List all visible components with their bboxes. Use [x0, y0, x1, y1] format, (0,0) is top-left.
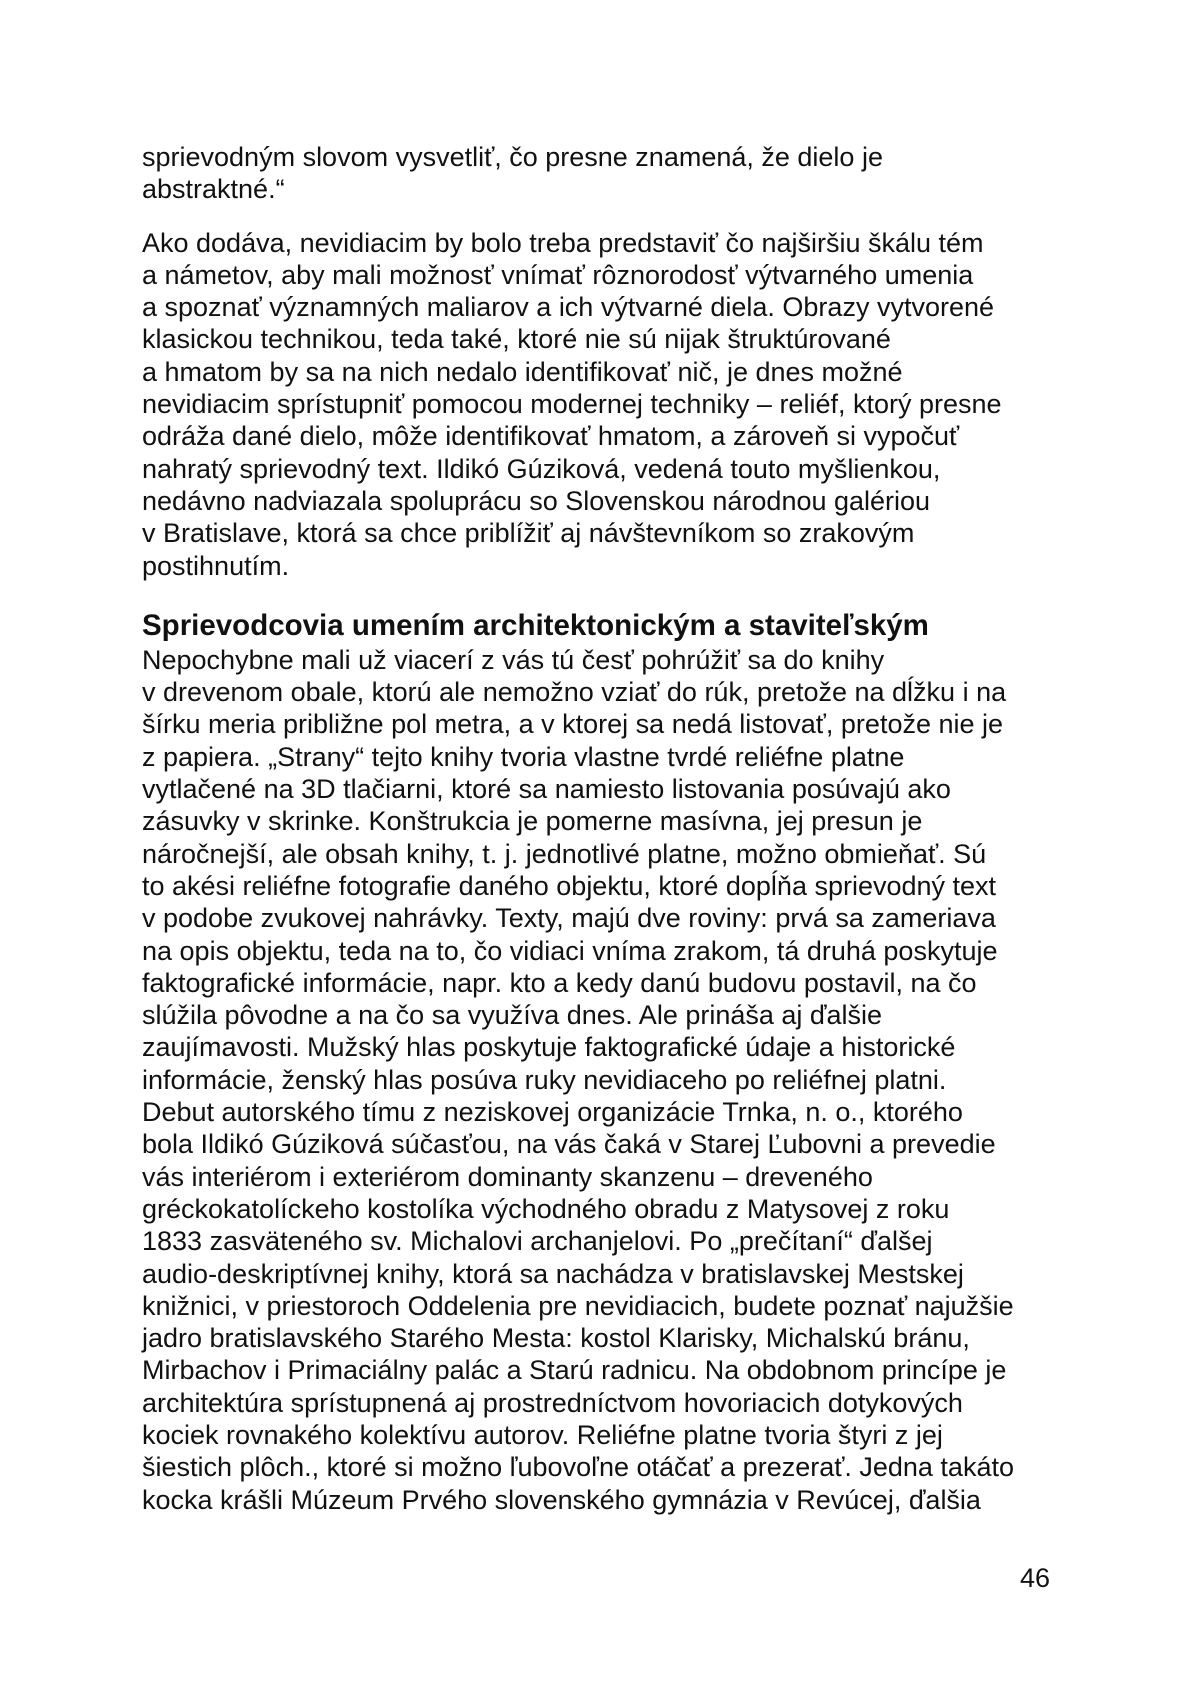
text-line: audio-deskriptívnej knihy, ktorá sa nachádza v bratislavskej Mestskej [142, 1258, 964, 1289]
text-line: šírku meria približne pol metra, a v ktorej sa nedá listovať, pretože nie je [142, 709, 1004, 740]
text-line: vytlačené na 3D tlačiarni, ktoré sa namiesto listovania posúvajú ako [142, 774, 951, 805]
text-line: informácie, ženský hlas posúva ruky nevidiaceho po reliéfnej platni. [142, 1064, 947, 1095]
page-number: 46 [1020, 1563, 1051, 1593]
text-line: knižnici, v priestoroch Oddelenia pre nevidiacich, budete poznať najužšie [142, 1290, 1014, 1321]
text-line: náročnejší, ale obsah knihy, t. j. jednotlivé platne, možno obmieňať. Sú [142, 838, 987, 869]
paragraph-1 [142, 141, 1062, 206]
text-line: Mirbachov i Primaciálny palác a Starú radnicu. Na obdobnom princípe je [142, 1355, 1007, 1386]
text-line: slúžila pôvodne a na čo sa využíva dnes. Ale prináša aj ďalšie [142, 1000, 883, 1031]
text-line: odráža dané dielo, môže identifikovať hmatom, a zároveň si vypočuť [142, 421, 960, 452]
text-line: z papiera. „Strany“ tejto knihy tvoria vlastne tvrdé reliéfne platne [142, 741, 905, 772]
text-line: sprievodným slovom vysvetliť, čo presne znamená, že dielo je [142, 142, 883, 172]
text-line: 1833 zasväteného sv. Michalovi archanjelovi. Po „prečítaní“ ďalšej [142, 1226, 933, 1257]
text-line: to akési reliéfne fotografie daného objektu, ktoré dopĺňa sprievodný text [142, 870, 997, 901]
text-line: kociek rovnakého kolektívu autorov. Reliéfne platne tvoria štyri z jej [142, 1419, 943, 1450]
text-line: v drevenom obale, ktorú ale nemožno vziať do rúk, pretože na dĺžku i na [142, 677, 1007, 708]
section-heading: Sprievodcovia umením architektonickým a staviteľským [142, 608, 929, 642]
text-line: bola Ildikó Gúziková súčasťou, na vás čaká v Starej Ľubovni a prevedie [142, 1129, 996, 1160]
text-line: faktografické informácie, napr. kto a kedy danú budovu postavil, na čo [142, 967, 977, 998]
text-line: abstraktné.“ [142, 174, 285, 205]
text-line: nahratý sprievodný text. Ildikó Gúziková, vedená touto myšlienkou, [142, 453, 941, 484]
text-line: a námetov, aby mali možnosť vnímať rôznorodosť výtvarného umenia [142, 259, 974, 290]
text-line: architektúra sprístupnená aj prostredníctvom hovoriacich dotykových [142, 1387, 963, 1418]
text-line: v podobe zvukovej nahrávky. Texty, majú dve roviny: prvá sa zameriava [142, 903, 996, 934]
text-line: v Bratislave, ktorá sa chce priblížiť aj návštevníkom so zrakovým [142, 518, 915, 549]
text-line: a spoznať významných maliarov a ich výtvarné diela. Obrazy vytvorené [142, 292, 995, 323]
text-line: vás interiérom i exteriérom dominanty skanzenu – dreveného [142, 1161, 873, 1192]
text-line: zásuvky v skrinke. Konštrukcia je pomerne masívna, jej presun je [142, 806, 923, 837]
text-line: klasickou technikou, teda také, ktoré nie sú nijak štruktúrované [142, 324, 891, 355]
text-line: na opis objektu, teda na to, čo vidiaci vníma zrakom, tá druhá poskytuje [142, 935, 998, 966]
text-line: Ako dodáva, nevidiacim by bolo treba predstaviť čo najširšiu škálu tém [142, 227, 984, 258]
text-line: nevidiacim sprístupniť pomocou modernej techniky – reliéf, ktorý presne [142, 389, 1002, 420]
text-line: nedávno nadviazala spoluprácu so Slovenskou národnou galériou [142, 485, 931, 516]
text-line: gréckokatolíckeho kostolíka východného obradu z Matysovej z roku [142, 1193, 950, 1224]
text-line: jadro bratislavského Starého Mesta: kostol Klarisky, Michalskú bránu, [142, 1323, 970, 1354]
text-line: šiestich plôch., ktoré si možno ľubovoľne otáčať a prezerať. Jedna takáto [142, 1452, 1014, 1483]
text-line: postihnutím. [142, 550, 290, 581]
text-line: a hmatom by sa na nich nedalo identifikovať nič, je dnes možné [142, 356, 903, 387]
text-line: zaujímavosti. Mužský hlas poskytuje faktografické údaje a historické [142, 1032, 956, 1063]
text-line: Nepochybne mali už viacerí z vás tú česť pohrúžiť sa do knihy [142, 644, 885, 675]
page-content [142, 141, 1062, 1516]
text-line: Debut autorského tímu z neziskovej organizácie Trnka, n. o., ktorého [142, 1097, 963, 1128]
text-line: kocka krášli Múzeum Prvého slovenského gymnázia v Revúcej, ďalšia [142, 1484, 981, 1515]
paragraph-2 [142, 227, 1062, 582]
paragraph-3 [142, 644, 1062, 1516]
